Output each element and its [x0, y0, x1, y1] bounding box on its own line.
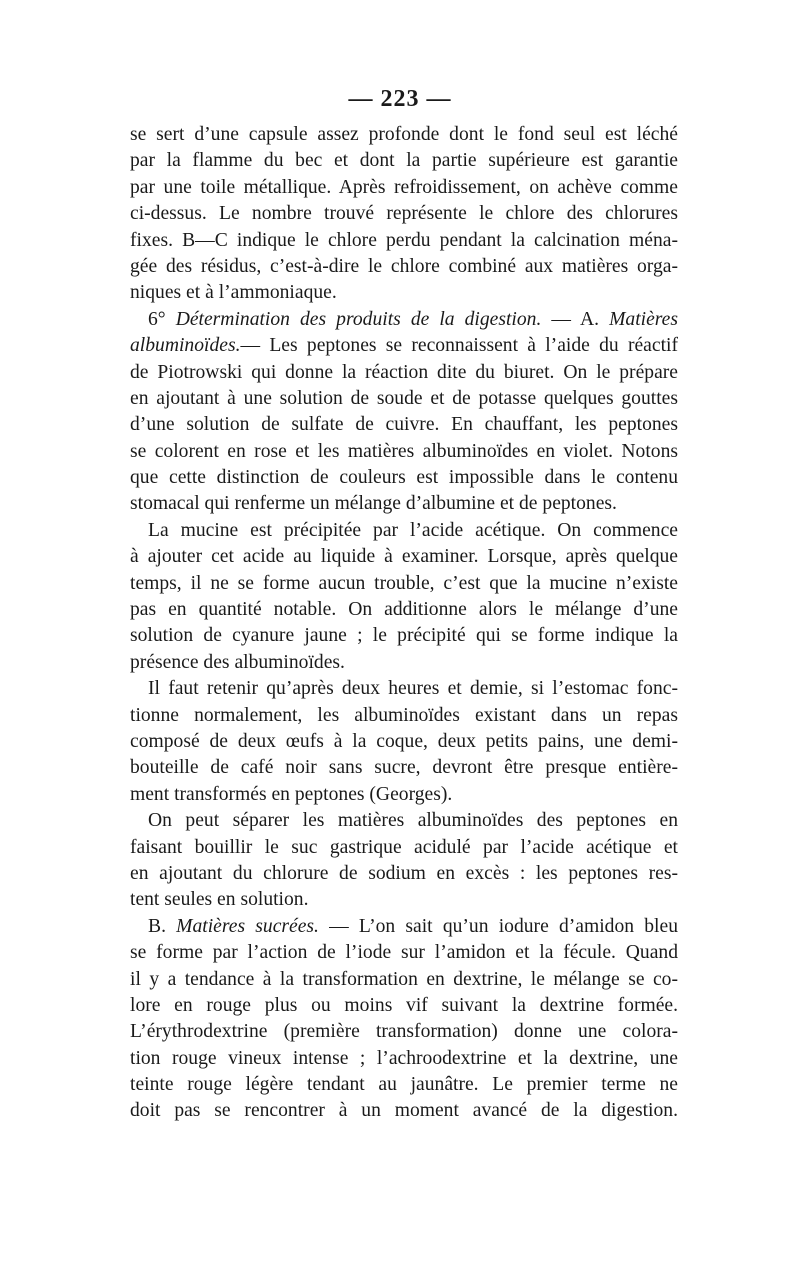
- text-segment: La mucine est précipitée par l’acide acétique. On commence: [148, 519, 678, 541]
- text-segment: il y a tendance à la transformation en dextrine, le mélange se co-: [130, 968, 678, 990]
- text-segment: teinte rouge légère tendant au jaunâtre. Le premier terme ne: [130, 1074, 678, 1096]
- text-line: [130, 360, 678, 386]
- text-segment: tionne normalement, les albuminoïdes existant dans un repas: [130, 704, 678, 726]
- text-segment: Il faut retenir qu’après deux heures et demie, si l’estomac fonc-: [148, 678, 678, 700]
- text-segment: B.: [148, 915, 177, 937]
- text-line: [130, 307, 678, 333]
- italic-text: Matières sucrées.: [176, 915, 319, 937]
- text-segment: lore en rouge plus ou moins vif suivant la dextrine formée.: [130, 994, 678, 1016]
- text-segment: que cette distinction de couleurs est impossible dans le contenu: [130, 467, 678, 489]
- text-segment: par la flamme du bec et dont la partie supérieure est garantie: [130, 150, 678, 172]
- text-line: [130, 1019, 678, 1045]
- text-segment: tion rouge vineux intense ; l’achroodextrine et la dextrine, une: [130, 1047, 678, 1069]
- text-line: [130, 782, 678, 808]
- text-segment: solution de cyanure jaune ; le précipité qui se forme indique la: [130, 625, 678, 647]
- text-segment: en ajoutant à une solution de soude et de potasse quelques gouttes: [130, 387, 678, 409]
- text-segment: On peut séparer les matières albuminoïdes des peptones en: [148, 810, 678, 832]
- text-line: [130, 650, 678, 676]
- italic-text: albuminoïdes.: [130, 335, 241, 357]
- italic-text: Matières: [609, 308, 678, 330]
- text-line: [130, 835, 678, 861]
- text-line: [130, 597, 678, 623]
- text-line: [130, 518, 678, 544]
- text-segment: — Les peptones se reconnaissent à l’aide du réactif: [240, 335, 678, 357]
- text-line: [130, 544, 678, 570]
- text-line: [130, 228, 678, 254]
- text-line: [130, 386, 678, 412]
- page-number: — 223 —: [348, 86, 452, 112]
- text-segment: ci-dessus. Le nombre trouvé représente le chlore des chlorures: [130, 203, 678, 225]
- text-segment: composé de deux œufs à la coque, deux petits pains, une demi-: [130, 730, 678, 752]
- text-segment: 6°: [148, 308, 176, 330]
- text-line: [130, 940, 678, 966]
- text-line: [130, 914, 678, 940]
- text-segment: bouteille de café noir sans sucre, devront être presque entière-: [130, 757, 678, 779]
- text-segment: à ajouter cet acide au liquide à examiner. Lorsque, après quelque: [130, 546, 678, 568]
- text-line: [130, 1072, 678, 1098]
- text-line: [130, 439, 678, 465]
- text-segment: — L’on sait qu’un iodure d’amidon bleu: [318, 915, 678, 937]
- text-segment: présence des albuminoïdes.: [130, 651, 345, 673]
- text-segment: L’érythrodextrine (première transformation) donne une colora-: [130, 1021, 678, 1043]
- text-segment: se sert d’une capsule assez profonde dont le fond seul est léché: [130, 124, 678, 145]
- text-line: [130, 755, 678, 781]
- text-line: [130, 280, 678, 306]
- text-segment: se colorent en rose et les matières albuminoïdes en violet. Notons: [130, 440, 678, 462]
- text-line: [130, 676, 678, 702]
- text-line: [130, 808, 678, 834]
- text-segment: — A.: [541, 308, 610, 330]
- text-segment: d’une solution de sulfate de cuivre. En chauffant, les peptones: [130, 414, 678, 436]
- text-line: [130, 122, 678, 148]
- text-line: [130, 729, 678, 755]
- text-line: [130, 861, 678, 887]
- text-line: [130, 491, 678, 517]
- text-line: [130, 703, 678, 729]
- text-line: [130, 887, 678, 913]
- text-segment: fixes. B—C indique le chlore perdu pendant la calcination ména-: [130, 229, 678, 251]
- text-segment: en ajoutant du chlorure de sodium en excès : les peptones res-: [130, 862, 678, 884]
- text-segment: doit pas se rencontrer à un moment avancé de la digestion.: [130, 1100, 678, 1122]
- text-line: [130, 465, 678, 491]
- text-line: [130, 175, 678, 201]
- italic-text: Détermination des produits de la digestion.: [175, 308, 542, 330]
- text-line: [130, 412, 678, 438]
- text-line: [130, 571, 678, 597]
- text-segment: tent seules en solution.: [130, 889, 309, 911]
- text-segment: niques et à l’ammoniaque.: [130, 282, 337, 304]
- text-segment: de Piotrowski qui donne la réaction dite du biuret. On le prépare: [130, 361, 678, 383]
- text-segment: faisant bouillir le suc gastrique acidulé par l’acide acétique et: [130, 836, 678, 858]
- text-segment: se forme par l’action de l’iode sur l’amidon et la fécule. Quand: [130, 942, 678, 964]
- text-line: [130, 201, 678, 227]
- text-line: [130, 254, 678, 280]
- text-segment: stomacal qui renferme un mélange d’albumine et de peptones.: [130, 493, 617, 515]
- text-line: [130, 993, 678, 1019]
- text-segment: temps, il ne se forme aucun trouble, c’est que la mucine n’existe: [130, 572, 678, 594]
- text-segment: gée des résidus, c’est-à-dire le chlore combiné aux matières orga-: [130, 255, 678, 277]
- text-line: [130, 333, 678, 359]
- text-line: [130, 967, 678, 993]
- text-segment: par une toile métallique. Après refroidissement, on achève comme: [130, 176, 678, 198]
- text-line: [130, 1098, 678, 1124]
- text-segment: ment transformés en peptones (Georges).: [130, 783, 453, 805]
- text-line: [130, 1046, 678, 1072]
- text-line: [130, 623, 678, 649]
- text-line: [130, 148, 678, 174]
- text-segment: pas en quantité notable. On additionne alors le mélange d’une: [130, 599, 678, 621]
- body-text: [130, 122, 678, 1125]
